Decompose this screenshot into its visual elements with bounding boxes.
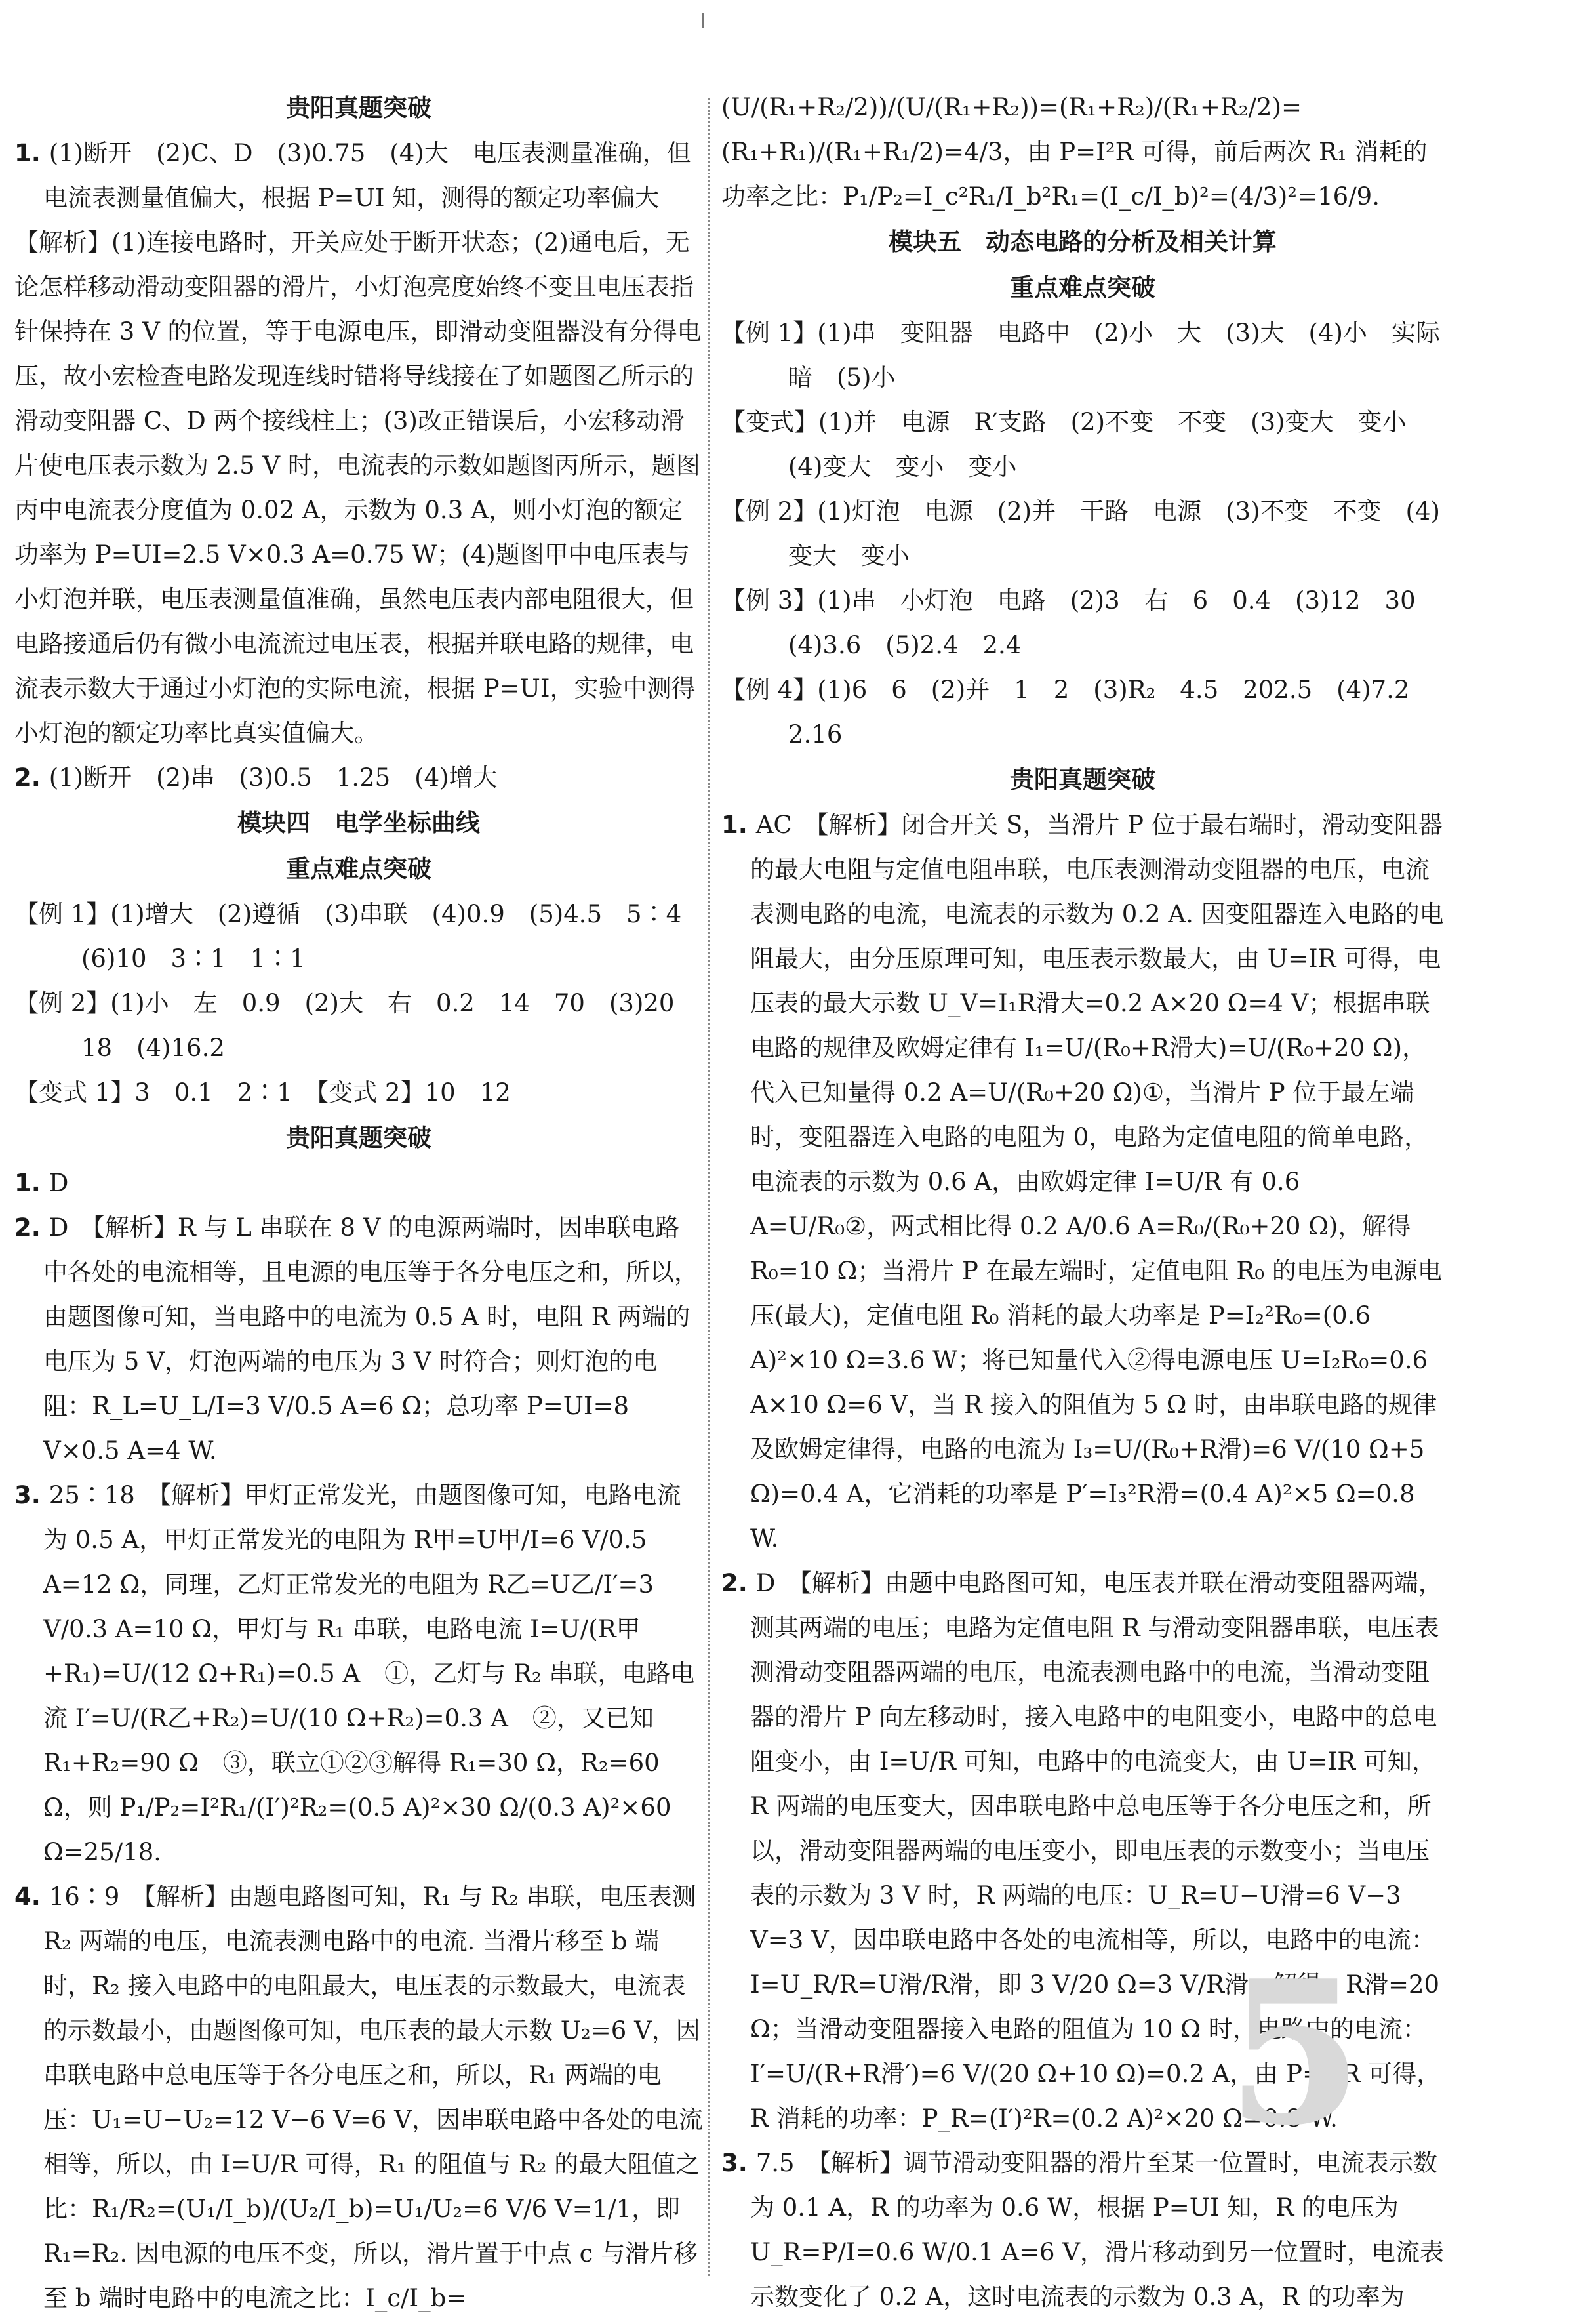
module-heading: 模块五 动态电路的分析及相关计算: [889, 228, 1277, 256]
page-number: 5: [1226, 1937, 1363, 2169]
answer-4-continued: (U/(R₁+R₂/2))/(U/(R₁+R₂))=(R₁+R₂)/(R₁+R₂/2)=(R₁+R₁)/(R₁+R₁/2)=4/3，由 P=I²R 可得，前后两次 R₁ 消耗的功率之比：P₁/P₂=I_c²R₁/I_b²R₁=(I_c/I_b)²=(4/3)²=16/9.: [721, 93, 1428, 211]
answer-3: 3. 7.5 【解析】调节滑动变阻器的滑片至某一位置时，电流表示数为 0.1 A，R 的功率为 0.6 W，根据 P=UI 知，R 的电压为 U_R=P/I=0.6 W/0.1 A=6 V，滑片移动到另一位置时，电流表示数变化了 0.2 A，这时电流表的示数为 0.3 A，R 的功率为: [721, 2149, 1444, 2311]
example-2: 【例 2】(1)小 左 0.9 (2)大 右 0.2 14 70 (3)20 18 (4)16.2: [14, 989, 699, 1062]
answer-4: 4. 16∶9 【解析】由题电路图可知，R₁ 与 R₂ 串联，电压表测 R₂ 两端的电压，电流表测电路中的电流. 当滑片移至 b 端时，R₂ 接入电路中的电阻最大，电压表的示数最大，电流表的示数最小，由题图像可知，电压表的最大示数 U₂=6 V，因串联电路中总电压等于各分电压之和，所以，R₁ 两端的电压：U₁=U−U₂=12 V−6 V=6 V，因串联电路中各处的电流相等，所以，由 I=U/R 可得，R₁ 的阻值与 R₂ 的最大阻值之比：R₁/R₂=(U₁/I_b)/(U₂/I_b)=U₁/U₂=6 V/6 V=1/1，即 R₁=R₂. 因电源的电压不变，所以，滑片置于中点 c 与滑片移至 b 端时电路中的电流之比：I_c/I_b=: [14, 1883, 703, 2312]
answer-3: 3. 25∶18 【解析】甲灯正常发光，由题图像可知，电路电流为 0.5 A，甲灯正常发光的电阻为 R甲=U甲/I=6 V/0.5 A=12 Ω，同理，乙灯正常发光的电阻为 R乙=U乙/I′=3 V/0.3 A=10 Ω，甲灯与 R₁ 串联，电路电流 I=U/(R甲+R₁)=U/(12 Ω+R₁)=0.5 A ①，乙灯与 R₂ 串联，电路电流 I′=U/(R乙+R₂)=U/(10 Ω+R₂)=0.3 A ②，又已知 R₁+R₂=90 Ω ③，联立①②③解得 R₁=30 Ω，R₂=60 Ω，则 P₁/P₂=I²R₁/(I′)²R₂=(0.5 A)²×30 Ω/(0.3 A)²×60 Ω=25/18.: [14, 1481, 695, 1866]
section-heading: 贵阳真题突破: [286, 94, 431, 122]
example-2: 【例 2】(1)灯泡 电源 (2)并 干路 电源 (3)不变 不变 (4)变大 变小: [721, 497, 1440, 570]
variant: 【变式】(1)并 电源 R′支路 (2)不变 不变 (3)变大 变小 (4)变大 变小 变小: [721, 408, 1431, 481]
answer-1: 1. AC 【解析】闭合开关 S，当滑片 P 位于最右端时，滑动变阻器的最大电阻与定值电阻串联，电压表测滑动变阻器的电压，电流表测电路的电流，电流表的示数为 0.2 A. 因变阻器连入电路的电阻最大，由分压原理可知，电压表示数最大，由 U=IR 可得，电压表的最大示数 U_V=I₁R滑大=0.2 A×20 Ω=4 V；根据串联电路的规律及欧姆定律有 I₁=U/(R₀+R滑大)=U/(R₀+20 Ω)，代入已知量得 0.2 A=U/(R₀+20 Ω)①，当滑片 P 位于最左端时，变阻器连入电路的电阻为 0，电路为定值电阻的简单电路，电流表的示数为 0.6 A，由欧姆定律 I=U/R 有 0.6 A=U/R₀②，两式相比得 0.2 A/0.6 A=R₀/(R₀+20 Ω)，解得 R₀=10 Ω；当滑片 P 在最左端时，定值电阻 R₀ 的电压为电源电压(最大)，定值电阻 R₀ 消耗的最大功率是 P=I₂²R₀=(0.6 A)²×10 Ω=3.6 W；将已知量代入②得电源电压 U=I₂R₀=0.6 A×10 Ω=6 V，当 R 接入的阻值为 5 Ω 时，由串联电路的规律及欧姆定律得，电路的电流为 I₃=U/(R₀+R滑)=6 V/(10 Ω+5 Ω)=0.4 A，它消耗的功率是 P′=I₃²R滑=(0.4 A)²×5 Ω=0.8 W.: [721, 811, 1444, 1553]
variants: 【变式 1】3 0.1 2∶1 【变式 2】10 12: [14, 1078, 511, 1107]
subsection-heading: 重点难点突破: [286, 855, 431, 883]
answer-1: 1. (1)断开 (2)C、D (3)0.75 (4)大 电压表测量准确，但电流表测量值偏大，根据 P=UI 知，测得的额定功率偏大: [14, 139, 691, 212]
answer-2: 2. D 【解析】R 与 L 串联在 8 V 的电源两端时，因串联电路中各处的电流相等，且电源的电压等于各分电压之和，所以，由题图像可知，当电路中的电流为 0.5 A 时，电阻 R 两端的电压为 5 V，灯泡两端的电压为 3 V 时符合；则灯泡的电阻：R_L=U_L/I=3 V/0.5 A=6 Ω；总功率 P=UI=8 V×0.5 A=4 W.: [14, 1213, 698, 1465]
left-column: [14, 85, 706, 2321]
module-heading: 模块四 电学坐标曲线: [237, 809, 480, 837]
section-heading: 贵阳真题突破: [286, 1124, 431, 1152]
example-3: 【例 3】(1)串 小灯泡 电路 (2)3 右 6 0.4 (3)12 30 (4)3.6 (5)2.4 2.4: [721, 586, 1440, 659]
column-divider: [708, 98, 710, 2276]
answer-1: 1. D: [14, 1169, 69, 1197]
answer-2: 2. (1)断开 (2)串 (3)0.5 1.25 (4)增大: [14, 764, 498, 792]
section-heading: 贵阳真题突破: [1010, 765, 1155, 794]
answer-1-analysis: 【解析】(1)连接电路时，开关应处于断开状态；(2)通电后，无论怎样移动滑动变阻器的滑片，小灯泡亮度始终不变且电压表指针保持在 3 V 的位置，等于电源电压，即滑动变阻器没有分得电压，故小宏检查电路发现连线时错将导线接在了如题图乙所示的滑动变阻器 C、D 两个接线柱上；(3)改正错误后，小宏移动滑片使电压表示数为 2.5 V 时，电流表的示数如题图丙所示，题图丙中电流表分度值为 0.02 A，示数为 0.3 A，则小灯泡的额定功率为 P=UI=2.5 V×0.3 A=0.75 W；(4)题图甲中电压表与小灯泡并联，电压表测量值准确，虽然电压表内部电阻很大，但电路接通后仍有微小电流流过电压表，根据并联电路的规律，电流表示数大于通过小灯泡的实际电流，根据 P=UI，实验中测得小灯泡的额定功率比真实值偏大。: [14, 228, 702, 747]
example-1: 【例 1】(1)串 变阻器 电路中 (2)小 大 (3)大 (4)小 实际 暗 (5)小: [721, 319, 1464, 392]
top-mark: [702, 13, 704, 28]
example-1: 【例 1】(1)增大 (2)遵循 (3)串联 (4)0.9 (5)4.5 5∶4 (6)10 3∶1 1∶1: [14, 900, 706, 973]
answer-2: 2. D 【解析】由题中电路图可知，电压表并联在滑动变阻器两端，测其两端的电压；电路为定值电阻 R 与滑动变阻器串联，电压表测滑动变阻器两端的电压，电流表测电路中的电流，当滑动变阻器的滑片 P 向左移动时，接入电路中的电阻变小，电路中的总电阻变小，由 I=U/R 可知，电路中的电流变大，由 U=IR 可知，R 两端的电压变大，因串联电路中总电压等于各分电压之和，所以，滑动变阻器两端的电压变小，即电压表的示数变小；当电压表的示数为 3 V 时，R 两端的电压：U_R=U−U滑=6 V−3 V=3 V，因串联电路中各处的电流相等，所以，电路中的电流：I=U_R/R=U滑/R滑，即 3 V/20 Ω=3 V/R滑，解得：R滑=20 Ω；当滑动变阻器接入电路的阻值为 10 Ω 时，电路中的电流：I′=U/(R+R滑′)=6 V/(20 Ω+10 Ω)=0.2 A，由 P=I²R 可得，R 消耗的功率：P_R=(I′)²R=(0.2 A)²×20 Ω=0.8 W.: [721, 1569, 1443, 2132]
subsection-heading: 重点难点突破: [1010, 274, 1155, 302]
example-4: 【例 4】(1)6 6 (2)并 1 2 (3)R₂ 4.5 202.5 (4)7.2 2.16: [721, 676, 1434, 748]
